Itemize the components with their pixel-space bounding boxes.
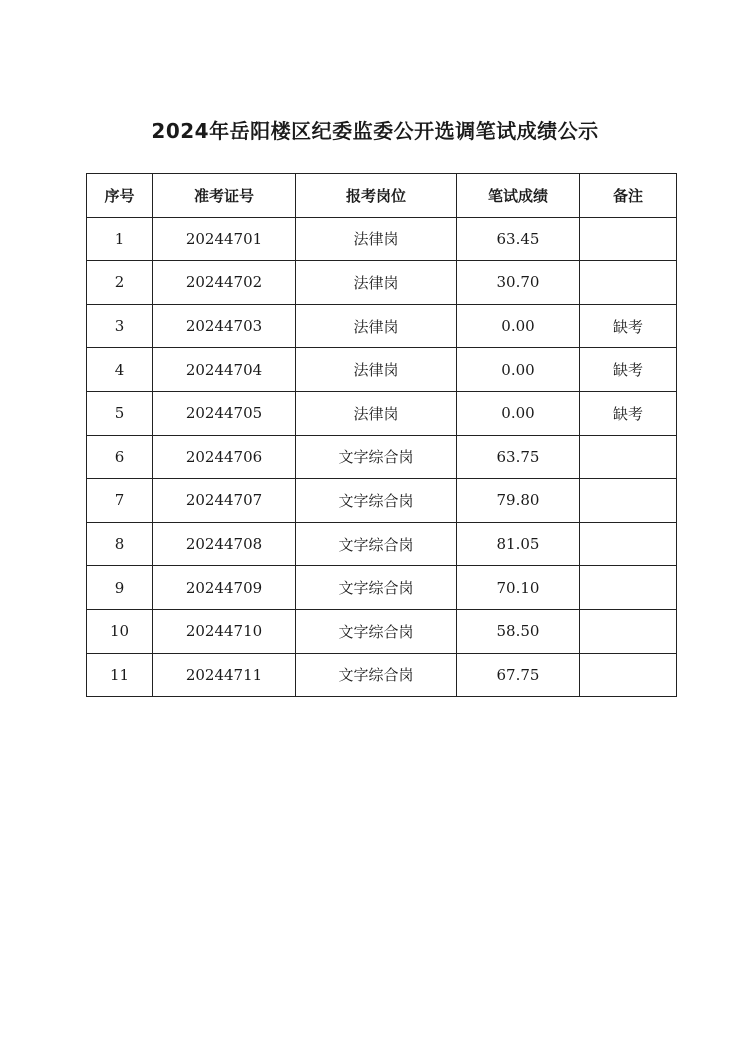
cell-serial: 2 [87,261,153,305]
header-admission-number: 准考证号 [153,174,296,218]
cell-admission-number: 20244702 [153,261,296,305]
cell-admission-number: 20244709 [153,566,296,610]
table-row [87,566,677,610]
cell-admission-number: 20244705 [153,391,296,435]
cell-admission-number: 20244707 [153,479,296,523]
table-row [87,653,677,697]
cell-admission-number: 20244706 [153,435,296,479]
table-row [87,479,677,523]
table-header-row [87,174,677,218]
cell-position: 法律岗 [296,391,457,435]
cell-score: 70.10 [457,566,580,610]
cell-serial: 5 [87,391,153,435]
cell-serial: 3 [87,304,153,348]
cell-score: 58.50 [457,609,580,653]
cell-remarks [580,217,677,261]
cell-position: 文字综合岗 [296,435,457,479]
header-score: 笔试成绩 [457,174,580,218]
cell-score: 81.05 [457,522,580,566]
cell-score: 67.75 [457,653,580,697]
cell-remarks [580,479,677,523]
header-position: 报考岗位 [296,174,457,218]
page-title: 2024年岳阳楼区纪委监委公开选调笔试成绩公示 [151,119,599,143]
cell-position: 文字综合岗 [296,609,457,653]
cell-admission-number: 20244711 [153,653,296,697]
table-row [87,391,677,435]
cell-remarks [580,435,677,479]
cell-position: 法律岗 [296,304,457,348]
cell-position: 文字综合岗 [296,566,457,610]
cell-position: 法律岗 [296,217,457,261]
table-row [87,304,677,348]
table-row [87,261,677,305]
table-row [87,217,677,261]
table-row [87,435,677,479]
cell-score: 0.00 [457,348,580,392]
cell-remarks [580,566,677,610]
table-row [87,348,677,392]
cell-remarks [580,609,677,653]
cell-score: 0.00 [457,391,580,435]
cell-position: 法律岗 [296,261,457,305]
cell-position: 文字综合岗 [296,522,457,566]
cell-score: 79.80 [457,479,580,523]
cell-position: 文字综合岗 [296,479,457,523]
cell-admission-number: 20244708 [153,522,296,566]
cell-remarks [580,522,677,566]
cell-remarks [580,261,677,305]
cell-admission-number: 20244710 [153,609,296,653]
cell-remarks [580,653,677,697]
cell-serial: 6 [87,435,153,479]
cell-admission-number: 20244704 [153,348,296,392]
cell-serial: 9 [87,566,153,610]
cell-score: 63.75 [457,435,580,479]
cell-score: 0.00 [457,304,580,348]
cell-score: 30.70 [457,261,580,305]
cell-position: 法律岗 [296,348,457,392]
cell-remarks: 缺考 [580,391,677,435]
cell-serial: 8 [87,522,153,566]
score-table [86,173,677,697]
cell-serial: 7 [87,479,153,523]
cell-score: 63.45 [457,217,580,261]
table-body [87,217,677,697]
cell-remarks: 缺考 [580,348,677,392]
table-row [87,609,677,653]
header-remarks: 备注 [580,174,677,218]
cell-serial: 4 [87,348,153,392]
cell-position: 文字综合岗 [296,653,457,697]
cell-serial: 1 [87,217,153,261]
cell-remarks: 缺考 [580,304,677,348]
cell-serial: 11 [87,653,153,697]
cell-admission-number: 20244703 [153,304,296,348]
table-row [87,522,677,566]
cell-serial: 10 [87,609,153,653]
cell-admission-number: 20244701 [153,217,296,261]
header-serial: 序号 [87,174,153,218]
